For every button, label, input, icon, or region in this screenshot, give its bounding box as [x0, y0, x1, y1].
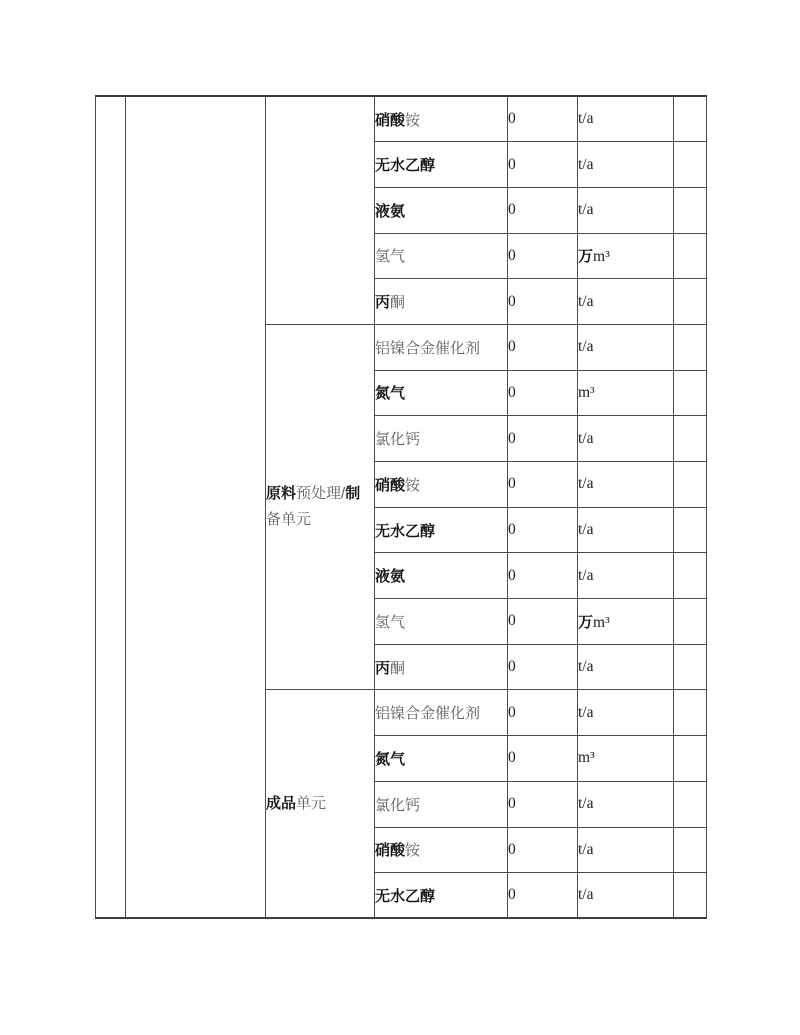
unit-group-label-segment: 原料 [266, 485, 297, 503]
quantity-cell: 0 [508, 416, 578, 462]
unit-cell [578, 187, 674, 233]
unit-group-label-segment: 备单元 [266, 511, 312, 529]
right-spacer-cell [674, 370, 707, 416]
quantity-cell: 0 [508, 781, 578, 827]
material-name-cell [375, 324, 508, 370]
material-name-segment: 无水乙醇 [375, 522, 436, 540]
quantity-cell: 0 [508, 370, 578, 416]
quantity-cell: 0 [508, 507, 578, 553]
unit-group-label-cell [266, 690, 375, 918]
unit-cell [578, 233, 674, 279]
unit-cell [578, 462, 674, 508]
unit-group-label-segment: 预处理/ [296, 485, 346, 503]
unit-cell [578, 279, 674, 325]
material-name-segment: 铵 [405, 111, 421, 129]
material-name-cell [375, 507, 508, 553]
right-spacer-cell [674, 827, 707, 873]
right-spacer-cell [674, 462, 707, 508]
quantity-cell: 0 [508, 233, 578, 279]
unit-segment: t/a [578, 338, 594, 356]
material-name-segment: 酮 [390, 294, 406, 312]
table-row [96, 96, 707, 142]
left-index-column-cell [96, 96, 126, 918]
unit-segment: t/a [578, 658, 594, 676]
material-name-segment: 氮气 [375, 750, 406, 768]
material-name-segment: 氢气 [375, 248, 406, 266]
unit-segment: t/a [578, 566, 594, 584]
quantity-cell: 0 [508, 873, 578, 919]
unit-cell [578, 873, 674, 919]
material-name-segment: 液氨 [375, 568, 406, 586]
quantity-cell: 0 [508, 736, 578, 782]
right-spacer-cell [674, 96, 707, 142]
unit-cell [578, 827, 674, 873]
materials-table-body [96, 96, 707, 918]
material-name-segment: 氯化钙 [375, 431, 421, 449]
unit-cell [578, 781, 674, 827]
right-spacer-cell [674, 553, 707, 599]
unit-cell [578, 507, 674, 553]
unit-group-label-segment: 成品 [266, 794, 297, 812]
right-spacer-cell [674, 324, 707, 370]
material-name-cell [375, 187, 508, 233]
right-spacer-cell [674, 599, 707, 645]
material-name-segment: 液氨 [375, 202, 406, 220]
right-spacer-cell [674, 187, 707, 233]
unit-segment: t/a [578, 521, 594, 539]
unit-segment: t/a [578, 795, 594, 813]
right-spacer-cell [674, 690, 707, 736]
quantity-cell: 0 [508, 279, 578, 325]
material-name-segment: 铝镍合金催化剂 [375, 705, 481, 723]
material-name-cell [375, 781, 508, 827]
unit-cell [578, 736, 674, 782]
material-name-segment: 丙 [375, 659, 391, 677]
unit-cell [578, 96, 674, 142]
unit-cell [578, 599, 674, 645]
material-name-cell [375, 690, 508, 736]
material-name-segment: 硝酸 [375, 111, 406, 129]
quantity-cell: 0 [508, 142, 578, 188]
material-name-segment: 无水乙醇 [375, 157, 436, 175]
material-name-segment: 氢气 [375, 613, 406, 631]
unit-cell [578, 553, 674, 599]
material-name-segment: 氮气 [375, 385, 406, 403]
right-spacer-cell [674, 507, 707, 553]
material-name-segment: 氯化钙 [375, 796, 421, 814]
quantity-cell: 0 [508, 187, 578, 233]
unit-cell [578, 142, 674, 188]
unit-segment: t/a [578, 840, 594, 858]
material-name-cell [375, 736, 508, 782]
material-name-cell [375, 553, 508, 599]
unit-cell [578, 416, 674, 462]
material-name-segment: 硝酸 [375, 842, 406, 860]
quantity-cell: 0 [508, 324, 578, 370]
right-spacer-cell [674, 644, 707, 690]
unit-segment: m³ [593, 613, 610, 631]
material-name-cell [375, 416, 508, 462]
unit-group-label-cell [266, 96, 375, 324]
quantity-cell: 0 [508, 462, 578, 508]
unit-cell [578, 370, 674, 416]
unit-segment: t/a [578, 155, 594, 173]
right-spacer-cell [674, 233, 707, 279]
unit-segment: t/a [578, 703, 594, 721]
material-name-cell [375, 644, 508, 690]
right-spacer-cell [674, 416, 707, 462]
unit-segment: t/a [578, 475, 594, 493]
unit-segment: t/a [578, 429, 594, 447]
material-name-cell [375, 279, 508, 325]
unit-segment: m³ [578, 383, 595, 401]
unit-segment: t/a [578, 886, 594, 904]
material-name-cell [375, 599, 508, 645]
material-name-cell [375, 142, 508, 188]
material-name-segment: 铵 [405, 842, 421, 860]
material-name-segment: 丙 [375, 294, 391, 312]
unit-segment: m³ [593, 248, 610, 266]
material-name-segment: 无水乙醇 [375, 887, 436, 905]
unit-group-label-segment: 单元 [296, 794, 327, 812]
unit-segment: t/a [578, 201, 594, 219]
unit-cell [578, 644, 674, 690]
unit-cell [578, 690, 674, 736]
material-name-segment: 酮 [390, 659, 406, 677]
unit-group-label-cell [266, 324, 375, 690]
unit-segment: m³ [578, 749, 595, 767]
material-name-segment: 硝酸 [375, 476, 406, 494]
right-spacer-cell [674, 279, 707, 325]
quantity-cell: 0 [508, 553, 578, 599]
material-name-cell [375, 96, 508, 142]
right-spacer-cell [674, 736, 707, 782]
material-name-segment: 铵 [405, 476, 421, 494]
right-spacer-cell [674, 873, 707, 919]
unit-group-label-segment: 制 [345, 485, 361, 503]
left-merged-column-cell [126, 96, 266, 918]
quantity-cell: 0 [508, 690, 578, 736]
unit-segment: 万 [578, 613, 594, 631]
unit-segment: 万 [578, 248, 594, 266]
quantity-cell: 0 [508, 827, 578, 873]
right-spacer-cell [674, 781, 707, 827]
right-spacer-cell [674, 142, 707, 188]
unit-cell [578, 324, 674, 370]
unit-segment: t/a [578, 292, 594, 310]
quantity-cell: 0 [508, 599, 578, 645]
unit-segment: t/a [578, 110, 594, 128]
quantity-cell: 0 [508, 96, 578, 142]
material-name-cell [375, 873, 508, 919]
material-name-segment: 铝镍合金催化剂 [375, 339, 481, 357]
quantity-cell: 0 [508, 644, 578, 690]
materials-table [95, 95, 707, 919]
material-name-cell [375, 233, 508, 279]
material-name-cell [375, 462, 508, 508]
material-name-cell [375, 370, 508, 416]
material-name-cell [375, 827, 508, 873]
